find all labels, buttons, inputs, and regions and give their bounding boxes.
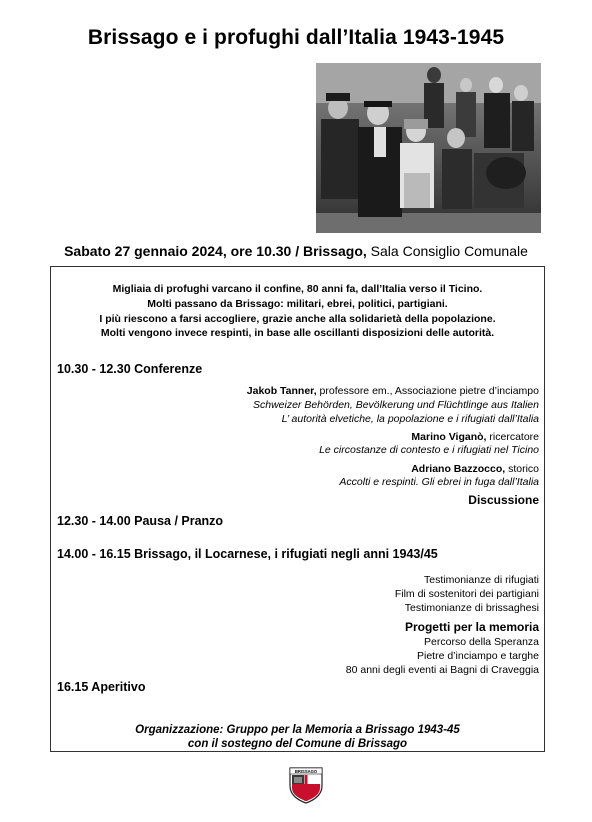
historical-photo <box>316 63 541 233</box>
talk-title-it: L’ autorità elvetiche, la popolazione e i rifugiati dall’Italia <box>281 413 539 425</box>
program-box <box>50 266 545 752</box>
intro-line: Migliaia di profughi varcano il confine, 80 anni fa, dall’Italia verso il Ticino. <box>112 283 483 295</box>
speaker-role: professore em., Associazione pietre d’inciampo <box>316 385 539 397</box>
speaker-name: Marino Viganò, <box>411 431 487 443</box>
event-date-time: Sabato 27 gennaio 2024, ore 10.30 / Brissago, <box>64 243 367 259</box>
afternoon-item: Testimonianze di brissaghesi <box>404 602 539 614</box>
speaker-bazzocco <box>411 463 539 475</box>
memory-heading: Progetti per la memoria <box>404 620 539 634</box>
intro-line: I più riescono a farsi accogliere, grazie anche alla solidarietà della popolazione. <box>99 312 496 325</box>
talk-title: Le circostanze di contesto e i rifugiati nel Ticino <box>319 444 539 456</box>
slot-afternoon: 14.00 - 16.15 Brissago, il Locarnese, i rifugiati negli anni 1943/45 <box>57 547 438 561</box>
speaker-vigano <box>411 431 539 443</box>
slot-lunch: 12.30 - 14.00 Pausa / Pranzo <box>57 514 224 528</box>
memory-item: Percorso della Speranza <box>424 636 539 648</box>
intro-line: Molti passano da Brissago: militari, ebrei, politici, partigiani. <box>147 297 448 310</box>
memory-item: Pietre d’inciampo e targhe <box>417 650 539 662</box>
memory-item: 80 anni degli eventi ai Bagni di Craveggia <box>345 664 539 676</box>
slot-aperitivo: 16.15 Aperitivo <box>57 680 146 694</box>
talk-title: Accolti e respinti. Gli ebrei in fuga dall’Italia <box>339 476 539 488</box>
speaker-name: Jakob Tanner, <box>246 385 317 397</box>
afternoon-item: Film di sostenitori dei partigiani <box>394 588 539 600</box>
slot-conferences: 10.30 - 12.30 Conferenze <box>57 362 203 376</box>
speaker-tanner <box>247 385 539 397</box>
event-dateline <box>0 243 592 259</box>
talk-title-de: Schweizer Behörden, Bevölkerung und Flüchtlinge aus Italien <box>252 399 539 411</box>
speaker-role: storico <box>505 463 539 475</box>
intro-text <box>51 282 544 341</box>
organization-line: Organizzazione: Gruppo per la Memoria a Brissago 1943-45 <box>135 724 460 736</box>
intro-line: Molti vengono invece respinti, in base alle oscillanti disposizioni delle autorità. <box>100 327 495 340</box>
brissago-coat-of-arms-icon <box>288 762 324 804</box>
page-title: Brissago e i profughi dall’Italia 1943-1945 <box>87 26 505 49</box>
crest-label: BRISSAGO <box>294 768 318 774</box>
discussion-label: Discussione <box>468 493 539 507</box>
event-venue: Sala Consiglio Comunale <box>366 243 528 259</box>
sponsor-line: con il sostegno del Comune di Brissago <box>187 738 408 750</box>
afternoon-item: Testimonianze di rifugiati <box>424 574 539 586</box>
speaker-role: ricercatore <box>486 431 539 443</box>
organization-credits <box>51 723 544 751</box>
speaker-name: Adriano Bazzocco, <box>411 463 506 475</box>
